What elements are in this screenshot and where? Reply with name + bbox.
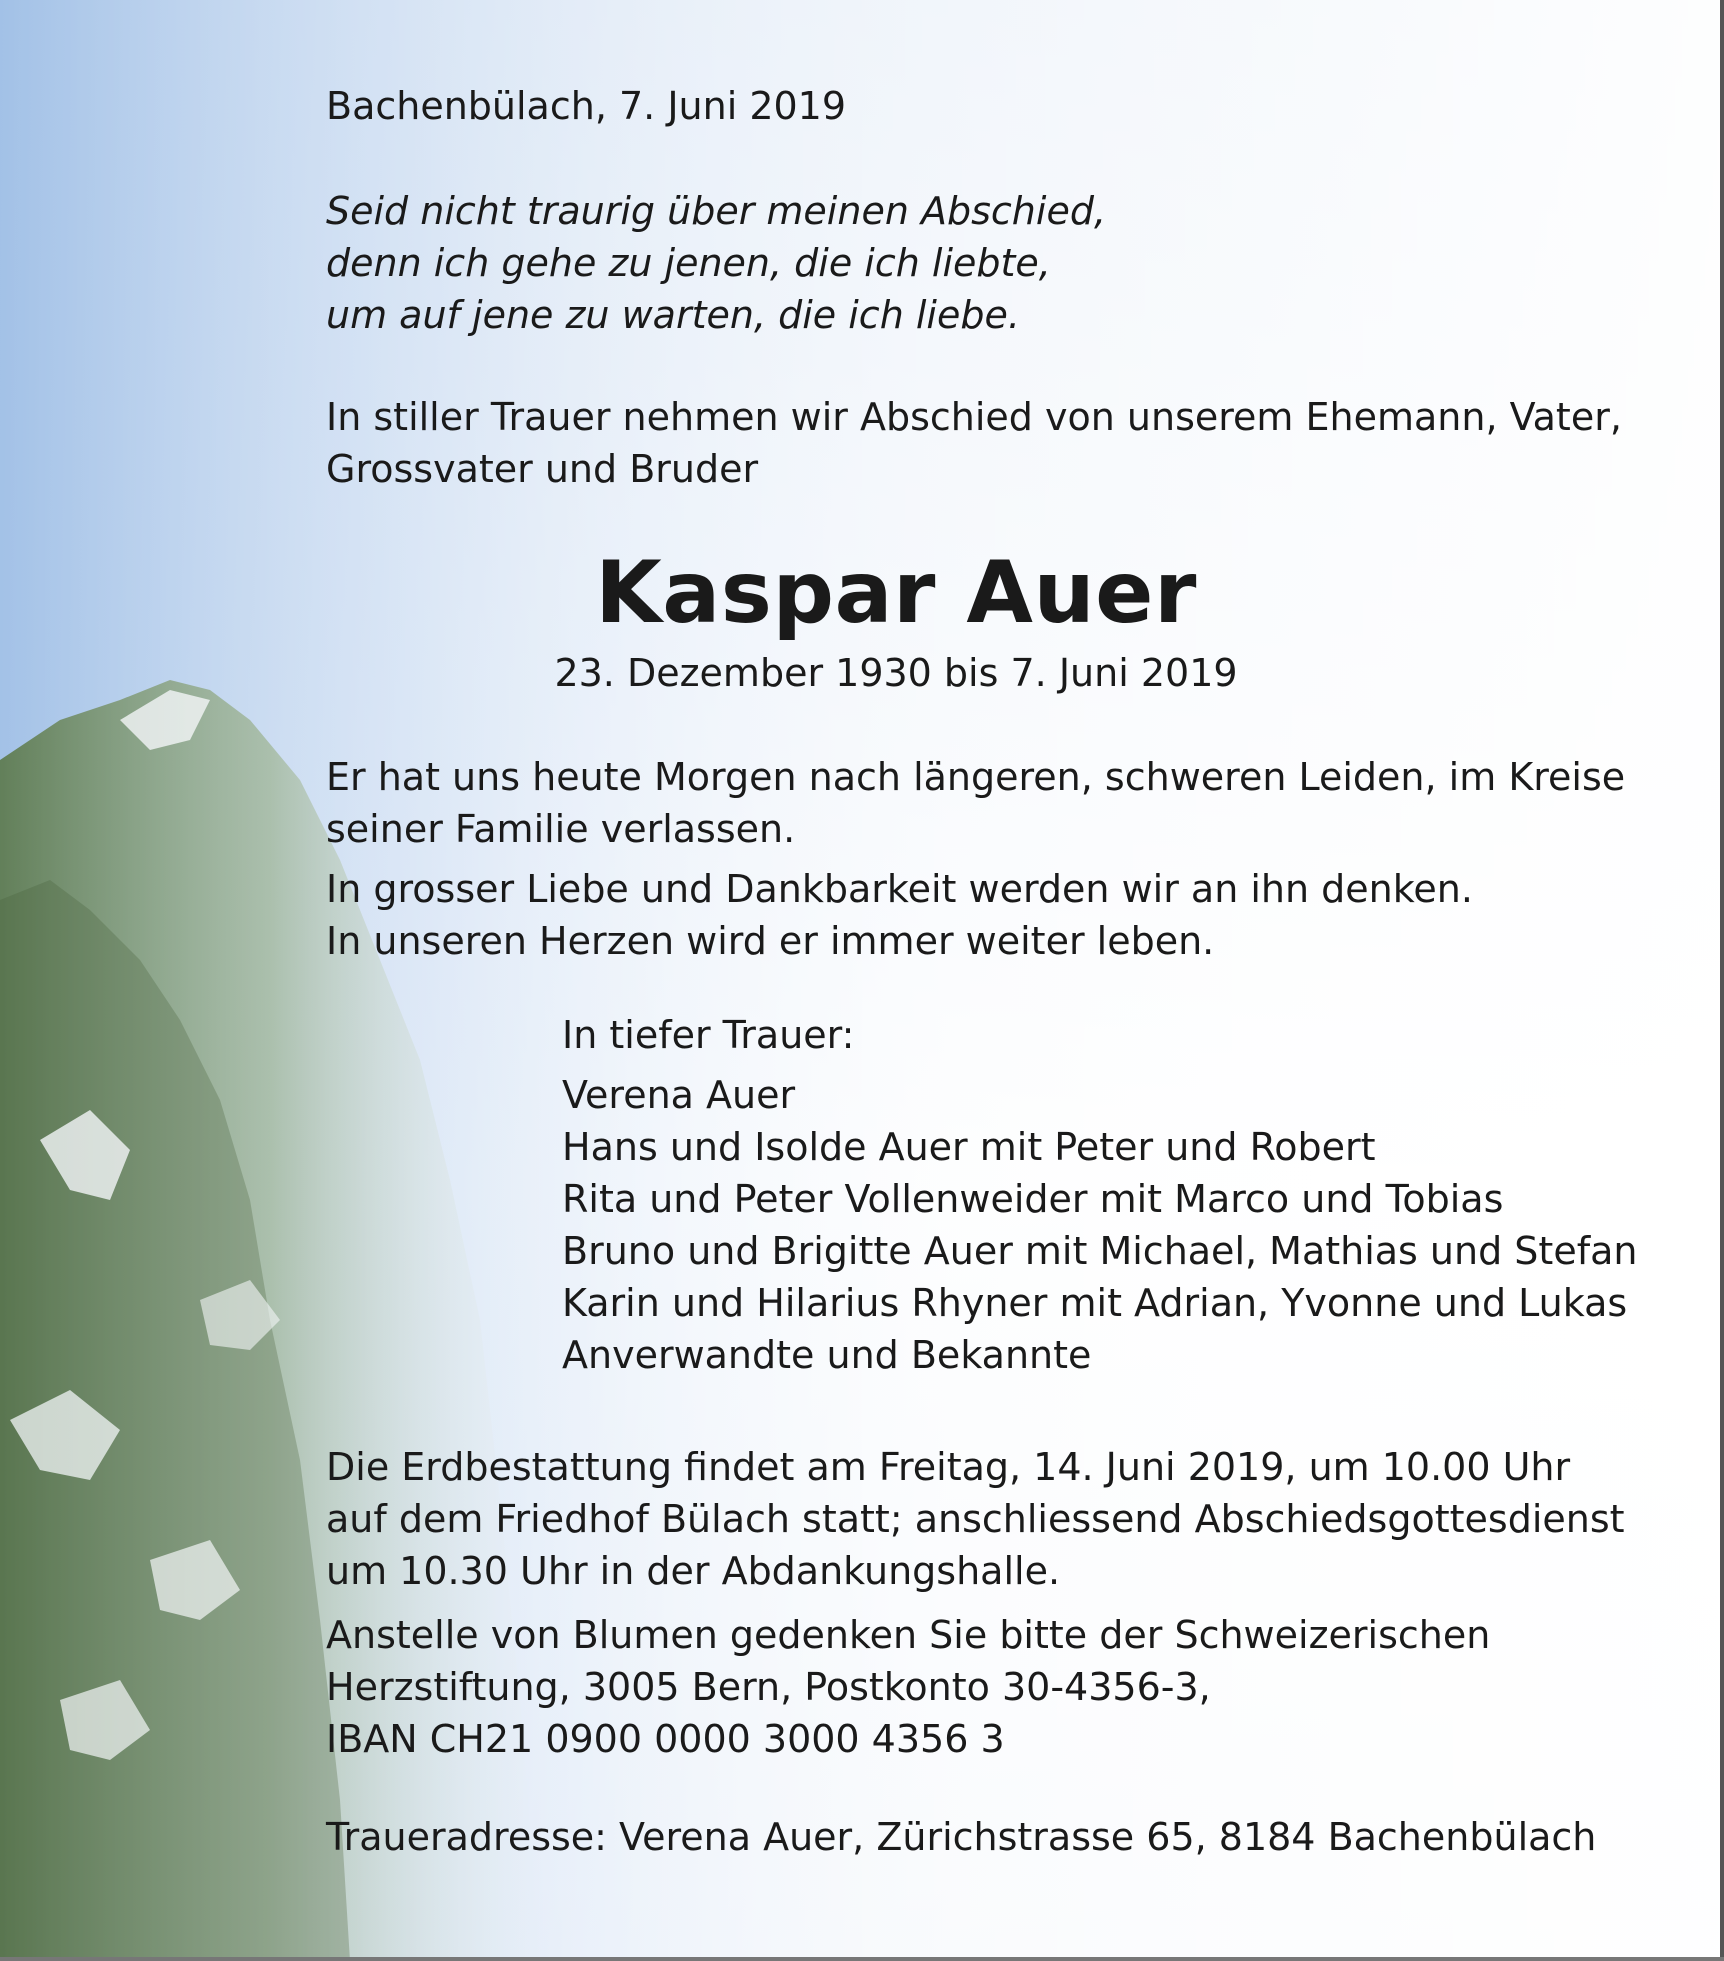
paragraph-line: In grosser Liebe und Dankbarkeit werden wir an ihn denken. bbox=[326, 867, 1473, 911]
mourner-name: Hans und Isolde Auer mit Peter und Robert bbox=[562, 1125, 1376, 1169]
donation-line: IBAN CH21 0900 0000 3000 4356 3 bbox=[326, 1717, 1005, 1761]
burial-info bbox=[326, 1441, 1625, 1597]
poem-line: um auf jene zu warten, die ich liebe. bbox=[326, 293, 1020, 337]
burial-line: Die Erdbestattung findet am Freitag, 14. Juni 2019, um 10.00 Uhr bbox=[326, 1445, 1571, 1489]
obituary-text bbox=[326, 80, 1638, 1863]
mourning-address: Traueradresse: Verena Auer, Zürichstrasse 65, 8184 Bachenbülach bbox=[326, 1815, 1597, 1859]
donation-line: Herzstiftung, 3005 Bern, Postkonto 30-4356-3, bbox=[326, 1665, 1211, 1709]
paragraph-line: seiner Familie verlassen. bbox=[326, 807, 796, 851]
intro-line: In stiller Trauer nehmen wir Abschied von unserem Ehemann, Vater, bbox=[326, 395, 1622, 439]
burial-line: um 10.30 Uhr in der Abdankungshalle. bbox=[326, 1549, 1061, 1593]
intro-line: Grossvater und Bruder bbox=[326, 447, 759, 491]
page-border-right bbox=[1720, 0, 1724, 1961]
poem-line: denn ich gehe zu jenen, die ich liebte, bbox=[326, 241, 1051, 285]
paragraph-passing bbox=[326, 751, 1626, 855]
deceased-name: Kaspar Auer bbox=[595, 543, 1197, 643]
paragraph-remembrance bbox=[326, 863, 1616, 967]
page-border-bottom bbox=[0, 1957, 1724, 1961]
mourner-name: Rita und Peter Vollenweider mit Marco und Tobias bbox=[562, 1177, 1504, 1221]
mourner-name: Verena Auer bbox=[562, 1073, 796, 1117]
mourner-name: Anverwandte und Bekannte bbox=[562, 1333, 1092, 1377]
mourner-name: Bruno und Brigitte Auer mit Michael, Mathias und Stefan bbox=[562, 1229, 1638, 1273]
intro-text bbox=[326, 391, 1622, 495]
mourners-heading: In tiefer Trauer: bbox=[562, 1013, 855, 1057]
mourners-list bbox=[562, 1009, 1638, 1381]
poem bbox=[326, 185, 1616, 341]
life-dates: 23. Dezember 1930 bis 7. Juni 2019 bbox=[554, 651, 1238, 695]
place-date: Bachenbülach, 7. Juni 2019 bbox=[326, 84, 847, 128]
mourner-name: Karin und Hilarius Rhyner mit Adrian, Yvonne und Lukas bbox=[562, 1281, 1628, 1325]
paragraph-line: Er hat uns heute Morgen nach längeren, schweren Leiden, im Kreise bbox=[326, 755, 1626, 799]
poem-line: Seid nicht traurig über meinen Abschied, bbox=[326, 189, 1107, 233]
paragraph-line: In unseren Herzen wird er immer weiter leben. bbox=[326, 919, 1215, 963]
donation-line: Anstelle von Blumen gedenken Sie bitte der Schweizerischen bbox=[326, 1613, 1491, 1657]
donation-info bbox=[326, 1609, 1616, 1765]
burial-line: auf dem Friedhof Bülach statt; anschliessend Abschiedsgottesdienst bbox=[326, 1497, 1625, 1541]
